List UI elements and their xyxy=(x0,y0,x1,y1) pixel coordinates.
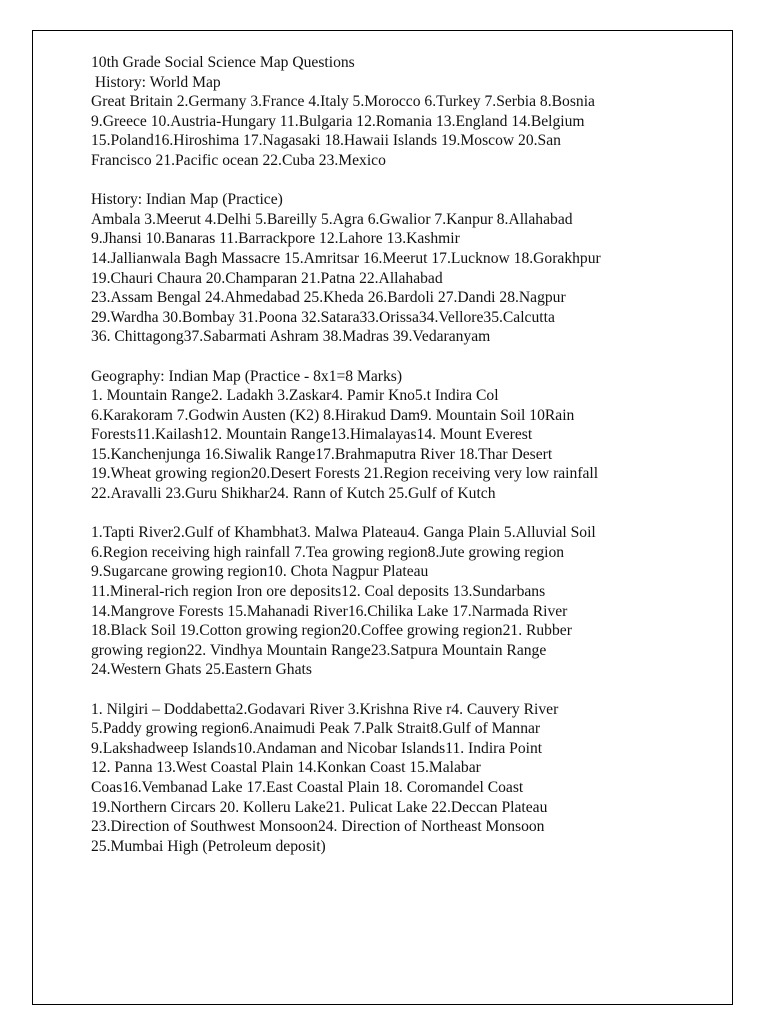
text-line: 1. Nilgiri – Doddabetta2.Godavari River 3.Krishna Rive r4. Cauvery River xyxy=(91,700,559,718)
text-line: 9.Sugarcane growing region10. Chota Nagpur Plateau xyxy=(91,563,429,581)
section-history-world-map xyxy=(91,53,711,171)
text-line: 12. Panna 13.West Coastal Plain 14.Konkan Coast 15.Malabar xyxy=(91,759,481,777)
text-line: 15.Poland16.Hiroshima 17.Nagasaki 18.Hawaii Islands 19.Moscow 20.San xyxy=(91,132,561,150)
text-line: 15.Kanchenjunga 16.Siwalik Range17.Brahmaputra River 18.Thar Desert xyxy=(91,445,553,463)
text-line: 6.Karakoram 7.Godwin Austen (K2) 8.Hirakud Dam9. Mountain Soil 10Rain xyxy=(91,406,575,424)
document-content xyxy=(91,53,711,876)
text-line: Forests11.Kailash12. Mountain Range13.Himalayas14. Mount Everest xyxy=(91,426,533,444)
text-line: 11.Mineral-rich region Iron ore deposits12. Coal deposits 13.Sundarbans xyxy=(91,583,546,601)
text-line: 19.Chauri Chaura 20.Champaran 21.Patna 22.Allahabad xyxy=(91,269,443,287)
text-line: 18.Black Soil 19.Cotton growing region20.Coffee growing region21. Rubber xyxy=(91,622,572,640)
text-line: 29.Wardha 30.Bombay 31.Poona 32.Satara33.Orissa34.Vellore35.Calcutta xyxy=(91,308,555,326)
text-line: 25.Mumbai High (Petroleum deposit) xyxy=(91,837,326,855)
text-line: 9.Lakshadweep Islands10.Andaman and Nicobar Islands11. Indira Point xyxy=(91,739,543,757)
text-line: growing region22. Vindhya Mountain Range23.Satpura Mountain Range xyxy=(91,641,547,659)
text-line: Francisco 21.Pacific ocean 22.Cuba 23.Mexico xyxy=(91,151,386,169)
text-line: 23.Direction of Southwest Monsoon24. Direction of Northeast Monsoon xyxy=(91,818,545,836)
document-page xyxy=(32,30,733,1005)
text-line: 22.Aravalli 23.Guru Shikhar24. Rann of Kutch 25.Gulf of Kutch xyxy=(91,485,496,503)
text-line: 1.Tapti River2.Gulf of Khambhat3. Malwa Plateau4. Ganga Plain 5.Alluvial Soil xyxy=(91,524,596,542)
text-line: 14.Mangrove Forests 15.Mahanadi River16.Chilika Lake 17.Narmada River xyxy=(91,602,568,620)
text-line: 36. Chittagong37.Sabarmati Ashram 38.Madras 39.Vedaranyam xyxy=(91,328,491,346)
text-line: 24.Western Ghats 25.Eastern Ghats xyxy=(91,661,312,679)
document-title: 10th Grade Social Science Map Questions xyxy=(91,54,355,71)
text-line: 23.Assam Bengal 24.Ahmedabad 25.Kheda 26.Bardoli 27.Dandi 28.Nagpur xyxy=(91,289,566,307)
text-line: 1. Mountain Range2. Ladakh 3.Zaskar4. Pamir Kno5.t Indira Col xyxy=(91,387,499,405)
text-line: Coas16.Vembanad Lake 17.East Coastal Plain 18. Coromandel Coast xyxy=(91,778,524,796)
text-line: Ambala 3.Meerut 4.Delhi 5.Bareilly 5.Agra 6.Gwalior 7.Kanpur 8.Allahabad xyxy=(91,210,573,228)
section-geography-list-2 xyxy=(91,523,711,680)
text-line: 9.Jhansi 10.Banaras 11.Barrackpore 12.Lahore 13.Kashmir xyxy=(91,230,460,248)
section-heading: Geography: Indian Map (Practice - 8x1=8 Marks) xyxy=(91,367,403,385)
text-line: 5.Paddy growing region6.Anaimudi Peak 7.Palk Strait8.Gulf of Mannar xyxy=(91,720,541,738)
text-line: 9.Greece 10.Austria-Hungary 11.Bulgaria 12.Romania 13.England 14.Belgium xyxy=(91,112,585,130)
text-line: Great Britain 2.Germany 3.France 4.Italy 5.Morocco 6.Turkey 7.Serbia 8.Bosnia xyxy=(91,93,595,111)
section-geography-list-3 xyxy=(91,700,711,857)
section-history-indian-map xyxy=(91,190,711,347)
section-heading: History: World Map xyxy=(91,73,221,91)
text-line: 19.Wheat growing region20.Desert Forests 21.Region receiving very low rainfall xyxy=(91,465,599,483)
text-line: 6.Region receiving high rainfall 7.Tea growing region8.Jute growing region xyxy=(91,543,565,561)
text-line: 14.Jallianwala Bagh Massacre 15.Amritsar 16.Meerut 17.Lucknow 18.Gorakhpur xyxy=(91,249,601,267)
section-geography-indian-map xyxy=(91,367,711,504)
text-line: 19.Northern Circars 20. Kolleru Lake21. Pulicat Lake 22.Deccan Plateau xyxy=(91,798,548,816)
section-heading: History: Indian Map (Practice) xyxy=(91,191,283,209)
